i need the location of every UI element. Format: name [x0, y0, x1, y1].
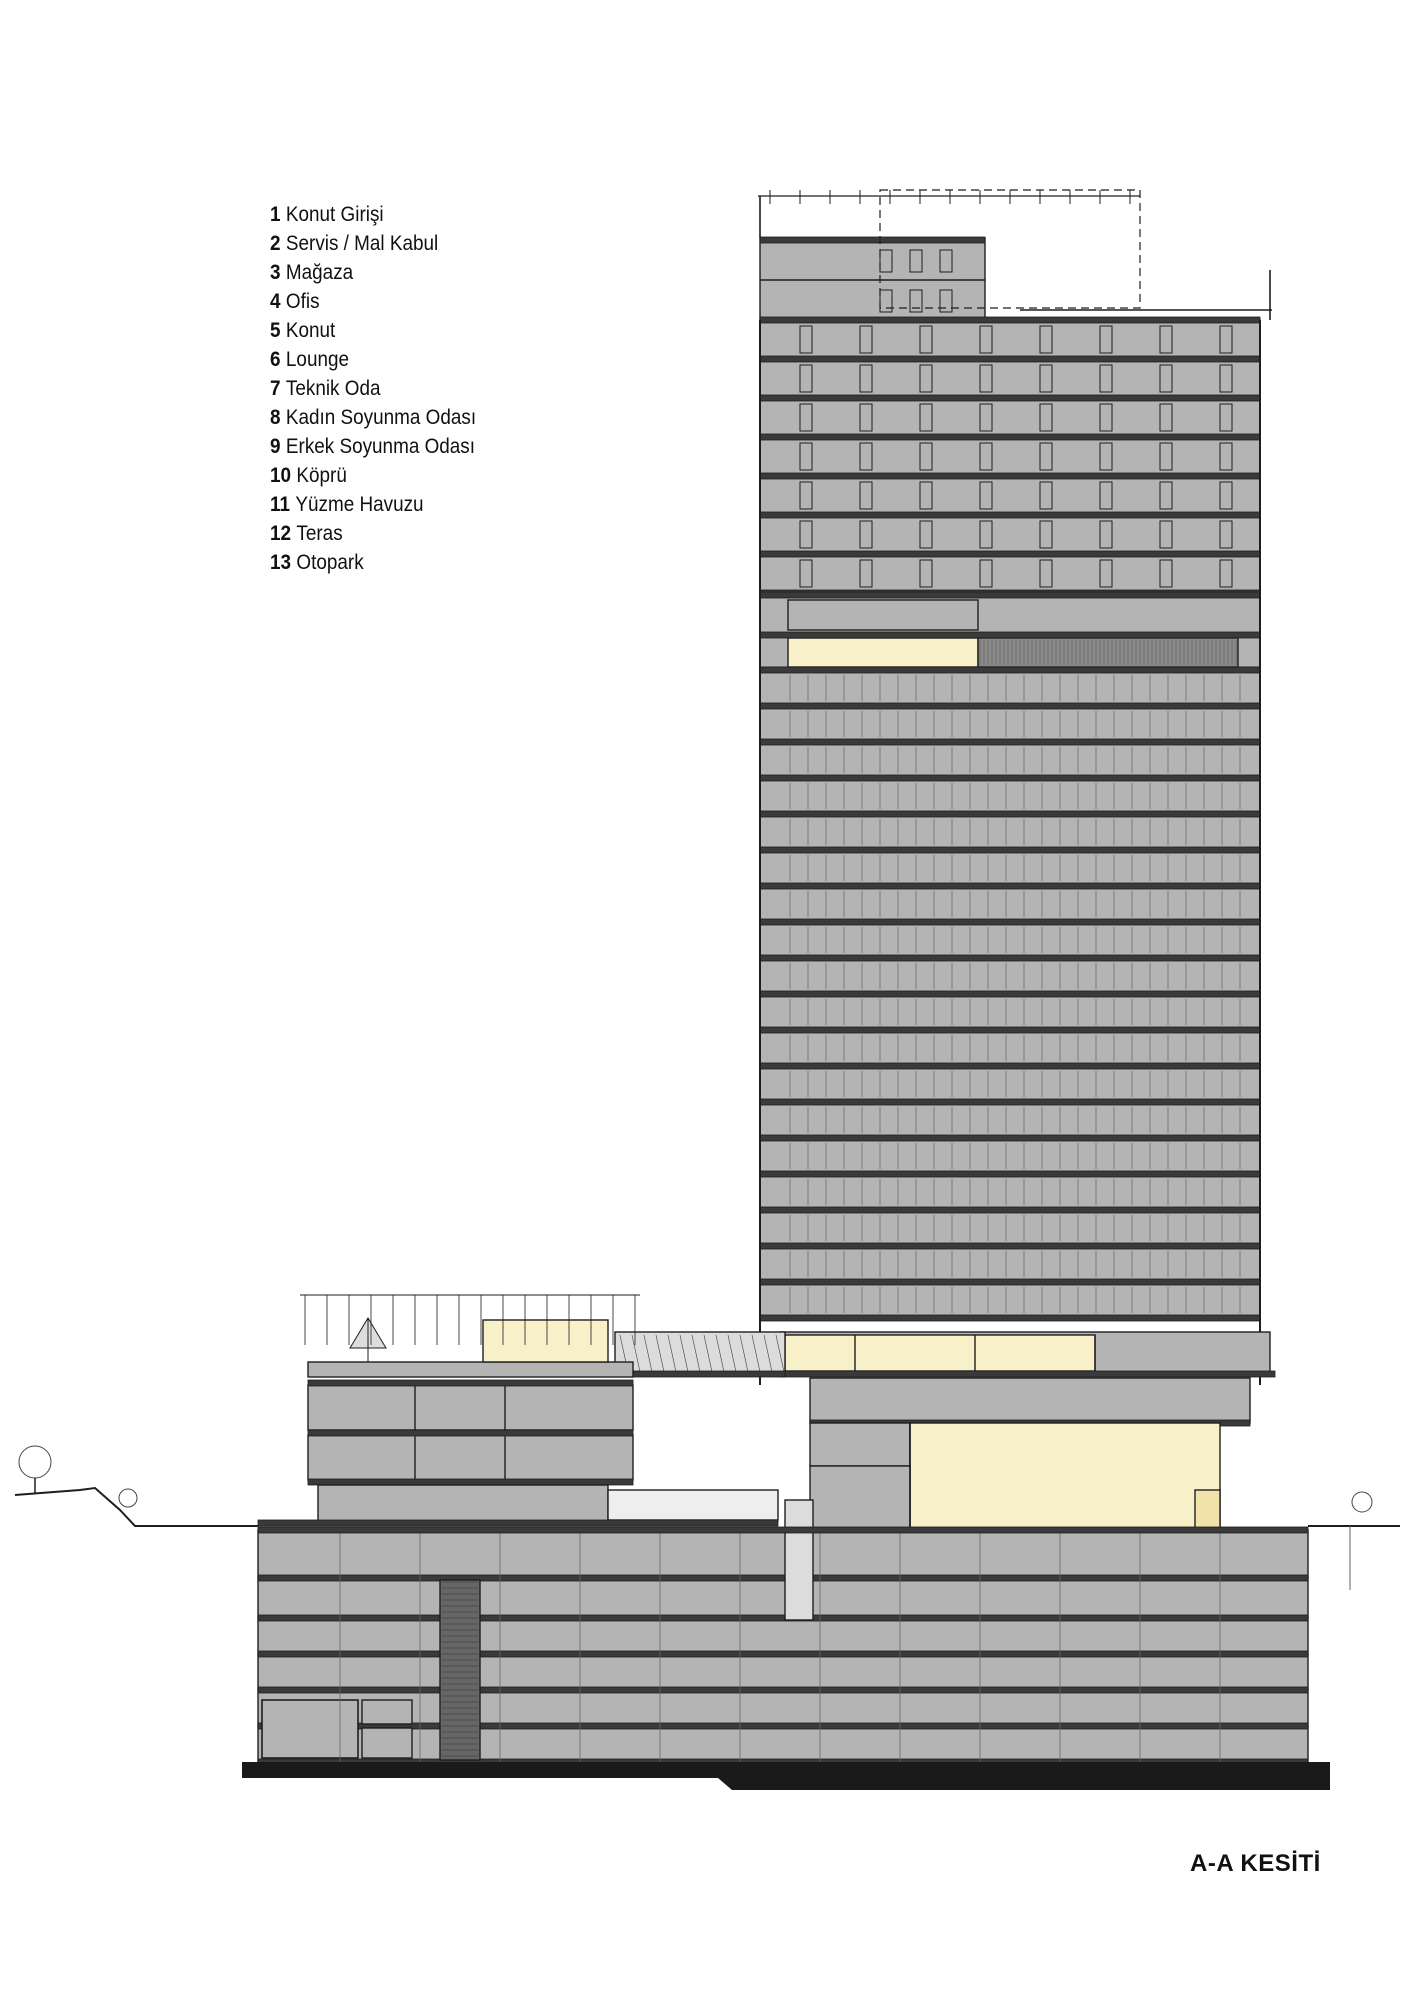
pool-11 [483, 1320, 608, 1362]
residential-lobby [910, 1423, 1220, 1528]
floor-slab [760, 1099, 1260, 1105]
ground-floor-slab [258, 1527, 1308, 1533]
crown-slab [760, 237, 985, 243]
floor-slab [760, 1027, 1260, 1033]
floor-slab [308, 1430, 633, 1436]
legend-number: 1 [270, 203, 281, 226]
floor-slab [760, 883, 1260, 889]
building-structure [15, 190, 1400, 1790]
floor-slab [258, 1723, 1308, 1729]
tree-icon [1352, 1492, 1372, 1512]
floor-slab [258, 1651, 1308, 1657]
ramp [440, 1580, 480, 1760]
office-floor-lower [308, 1435, 633, 1480]
legend-number: 11 [270, 493, 290, 516]
canopy-area [608, 1490, 778, 1520]
technical-room [788, 600, 978, 630]
bridge-slab [615, 1371, 785, 1377]
floor-slab [760, 1315, 1260, 1321]
ground-line [15, 1488, 258, 1526]
legend-number: 6 [270, 348, 281, 371]
legend-text: Konut [285, 319, 336, 342]
office-floor-upper [308, 1385, 633, 1430]
floor-slab [760, 703, 1260, 709]
legend-number: 2 [270, 232, 281, 255]
legend-number: 5 [270, 319, 281, 342]
terrace-slab [308, 1362, 633, 1377]
technical-room-small [362, 1700, 412, 1724]
floor-slab [760, 811, 1260, 817]
parking-level-4 [258, 1690, 1308, 1726]
floor-slab [760, 632, 1260, 638]
floor-slab [760, 434, 1260, 440]
foundation [242, 1762, 1330, 1790]
service-2 [810, 1466, 910, 1528]
floor-slab [760, 473, 1260, 479]
legend-text: Lounge [285, 348, 349, 371]
floor-slab [760, 739, 1260, 745]
tower-office-1 [810, 1378, 1250, 1423]
legend-number: 9 [270, 435, 281, 458]
floor-slab [760, 1207, 1260, 1213]
legend-number: 13 [270, 551, 292, 574]
floor-slab [258, 1575, 1308, 1581]
elevator-core [785, 1500, 813, 1620]
floor-slab [760, 395, 1260, 401]
floor-slab [760, 1171, 1260, 1177]
technical-room-small [362, 1728, 412, 1758]
legend-number: 10 [270, 464, 292, 487]
legend-text: Teknik Oda [285, 377, 381, 400]
floor-slab [760, 919, 1260, 925]
legend-number: 4 [270, 290, 281, 313]
legend-number: 8 [270, 406, 281, 429]
floor-slab [760, 1135, 1260, 1141]
floor-slab [760, 991, 1260, 997]
tree-icon [119, 1489, 137, 1507]
floor-slab [760, 1243, 1260, 1249]
floor-slab [258, 1615, 1308, 1621]
floor-slab [760, 512, 1260, 518]
floor-slab [760, 847, 1260, 853]
tower-retail-3 [810, 1423, 910, 1466]
retail-ground [318, 1485, 608, 1523]
legend-text: Erkek Soyunma Odası [285, 435, 476, 458]
floor-slab [760, 592, 1260, 598]
floor-slab [780, 1371, 1275, 1377]
technical-room-large [262, 1700, 358, 1758]
floor-slab [760, 955, 1260, 961]
legend-text: Servis / Mal Kabul [285, 232, 439, 255]
changing-rooms [785, 1335, 1095, 1371]
ground-slab [258, 1520, 778, 1526]
legend-text: Ofis [285, 290, 320, 313]
floor-slab [258, 1687, 1308, 1693]
floor-slab [760, 775, 1260, 781]
legend-number: 12 [270, 522, 292, 545]
floor-slab [308, 1380, 633, 1386]
legend-text: Teras [296, 522, 343, 545]
legend-text: Köprü [296, 464, 347, 487]
legend-text: Kadın Soyunma Odası [285, 406, 477, 429]
legend-text: Otopark [296, 551, 364, 574]
lower-retail-level [258, 1530, 1308, 1578]
legend-text: Konut Girişi [285, 203, 384, 226]
lobby-desk [1195, 1490, 1220, 1528]
parking-level-3 [258, 1654, 1308, 1690]
parking-level-1 [258, 1578, 1308, 1618]
lounge-room [788, 638, 978, 667]
floor-slab [760, 317, 1260, 323]
floor-slab [760, 551, 1260, 557]
floor-slab [308, 1479, 633, 1485]
drawing-title: A-A KESİTİ [1190, 1850, 1321, 1877]
floor-slab [760, 356, 1260, 362]
floor-slab [760, 1063, 1260, 1069]
bridge-10 [615, 1332, 785, 1374]
legend-text: Yüzme Havuzu [295, 493, 424, 516]
floor-slab [760, 1279, 1260, 1285]
tree-icon [19, 1446, 51, 1478]
floor-slab [760, 667, 1260, 673]
legend-number: 7 [270, 377, 281, 400]
parking-level-5 [258, 1726, 1308, 1762]
parking-level-2 [258, 1618, 1308, 1654]
legend-number: 3 [270, 261, 281, 284]
legend-text: Mağaza [285, 261, 354, 284]
